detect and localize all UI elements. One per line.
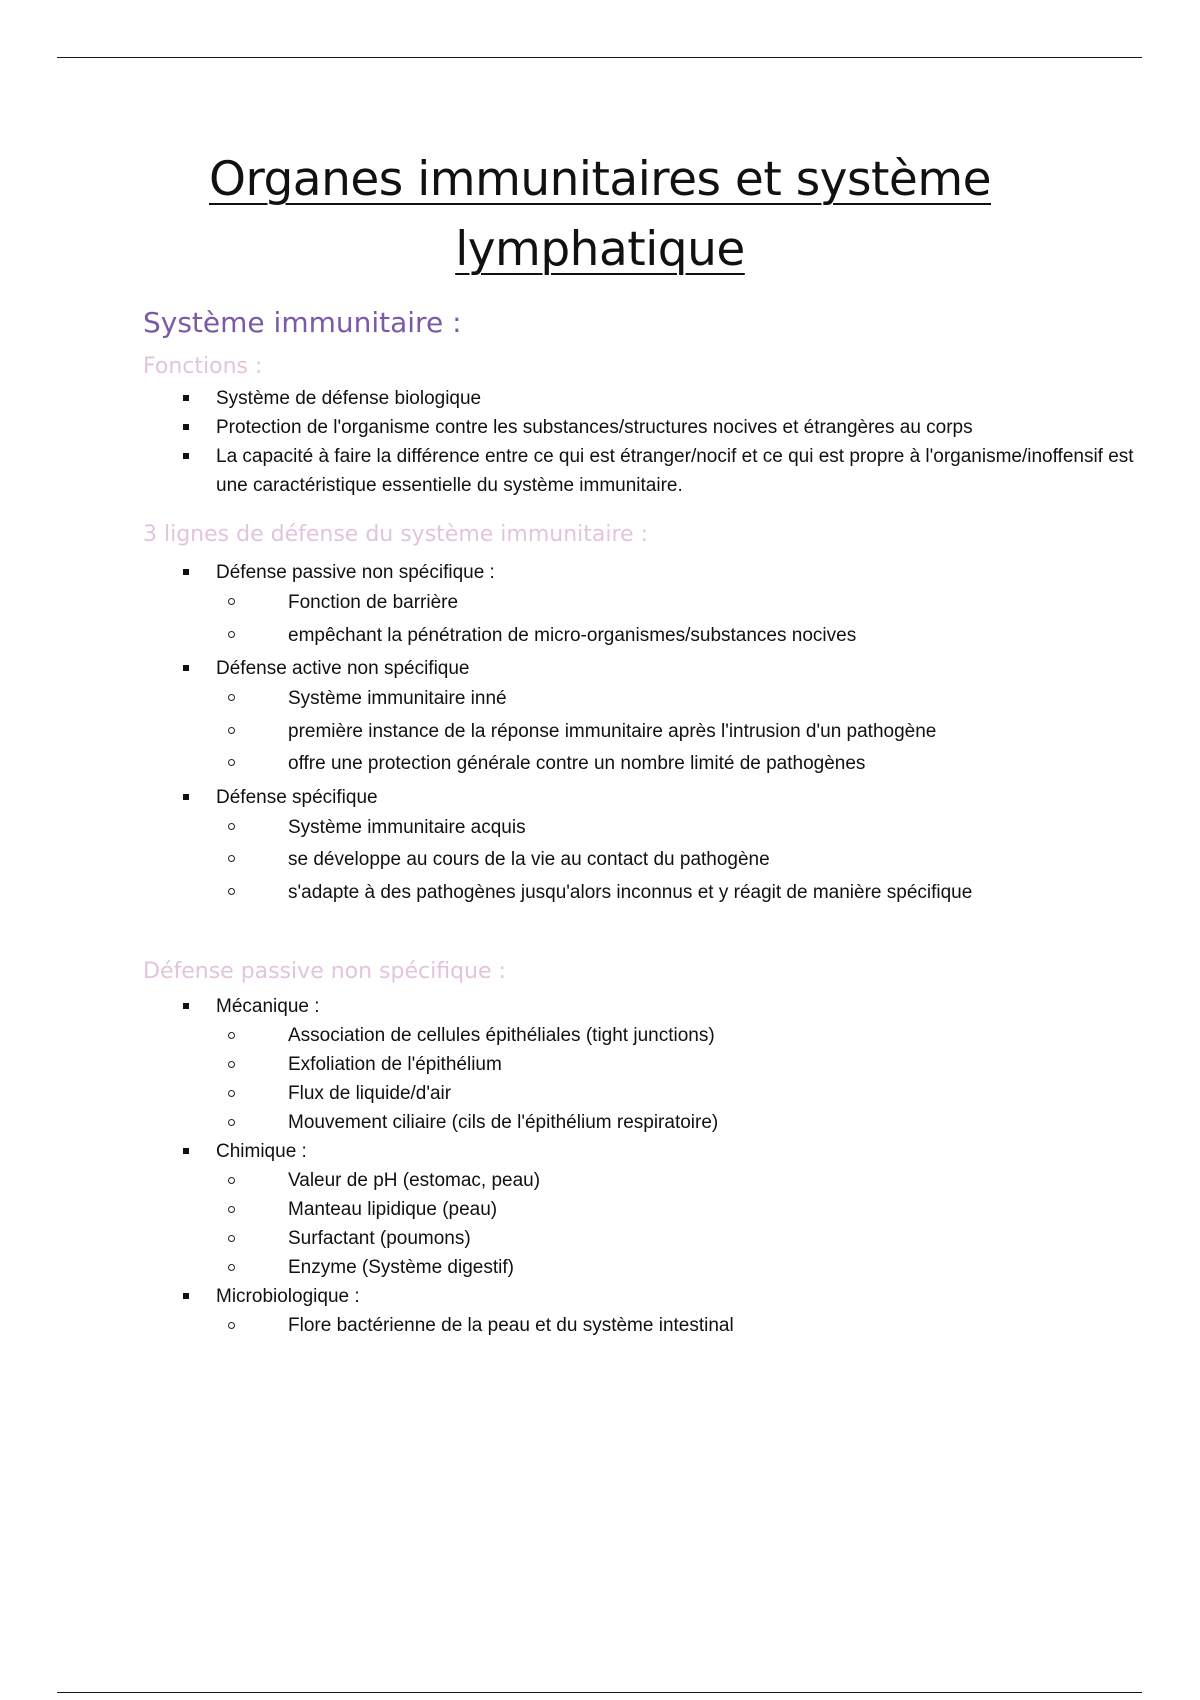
section-heading: Système immunitaire :	[143, 306, 462, 339]
square-bullet-icon	[183, 794, 189, 800]
sub-list-item: Exfoliation de l'épithélium	[216, 1050, 1140, 1079]
circle-bullet-icon	[228, 823, 235, 830]
circle-bullet-icon	[228, 598, 235, 605]
circle-bullet-icon	[228, 694, 235, 701]
square-bullet-icon	[183, 665, 189, 671]
page-title	[0, 145, 1200, 285]
bottom-rule	[57, 1692, 1142, 1693]
fonctions-heading: Fonctions :	[143, 354, 263, 379]
list-item: Microbiologique : Flore bactérienne de la peau et du système intestinal	[180, 1282, 1140, 1340]
fonctions-list	[180, 384, 1140, 500]
list-item: Défense active non spécifique Système immunitaire inné première instance de la réponse immunitaire après l'intrusion d'un pathogène offre une protection générale contre un nombre limité de pathogènes	[180, 654, 1140, 781]
circle-bullet-icon	[228, 1032, 235, 1039]
list-item: La capacité à faire la différence entre ce qui est étranger/nocif et ce qui est propre à l'organisme/inoffensif est une caractéristique essentielle du système immunitaire.	[180, 442, 1140, 500]
circle-bullet-icon	[228, 1206, 235, 1213]
sub-list	[216, 1166, 1140, 1282]
circle-bullet-icon	[228, 1090, 235, 1097]
sub-list	[216, 1311, 1140, 1340]
passive-heading: Défense passive non spécifique :	[143, 959, 506, 984]
square-bullet-icon	[183, 453, 189, 459]
circle-bullet-icon	[228, 759, 235, 766]
circle-bullet-icon	[228, 631, 235, 638]
list-item: Protection de l'organisme contre les substances/structures nocives et étrangères au corps	[180, 413, 1140, 442]
circle-bullet-icon	[228, 888, 235, 895]
sub-list-item: Fonction de barrière	[216, 587, 1140, 620]
circle-bullet-icon	[228, 1119, 235, 1126]
sub-list-item: offre une protection générale contre un nombre limité de pathogènes	[216, 748, 1140, 781]
sub-list-item: Système immunitaire acquis	[216, 812, 1140, 845]
list-item: Défense spécifique Système immunitaire acquis se développe au cours de la vie au contact du pathogène s'adapte à des pathogènes jusqu'alors inconnus et y réagit de manière spécifique	[180, 783, 1140, 910]
sub-list-item: première instance de la réponse immunitaire après l'intrusion d'un pathogène	[216, 716, 1140, 749]
circle-bullet-icon	[228, 1061, 235, 1068]
list-item: Système de défense biologique	[180, 384, 1140, 413]
square-bullet-icon	[183, 1003, 189, 1009]
sub-list	[216, 587, 1140, 652]
top-rule	[57, 57, 1142, 58]
square-bullet-icon	[183, 1293, 189, 1299]
title-line-2: lymphatique	[455, 222, 745, 277]
square-bullet-icon	[183, 395, 189, 401]
circle-bullet-icon	[228, 1235, 235, 1242]
sub-list-item: empêchant la pénétration de micro-organismes/substances nocives	[216, 620, 1140, 653]
passive-list	[180, 992, 1140, 1340]
sub-list	[216, 812, 1140, 910]
sub-list-item: Surfactant (poumons)	[216, 1224, 1140, 1253]
circle-bullet-icon	[228, 1177, 235, 1184]
circle-bullet-icon	[228, 727, 235, 734]
square-bullet-icon	[183, 569, 189, 575]
lignes-list	[180, 558, 1140, 911]
sub-list-item: Flore bactérienne de la peau et du système intestinal	[216, 1311, 1140, 1340]
list-item: Mécanique : Association de cellules épithéliales (tight junctions) Exfoliation de l'épithélium Flux de liquide/d'air Mouvement ciliaire (cils de l'épithélium respiratoire)	[180, 992, 1140, 1137]
sub-list-item: Valeur de pH (estomac, peau)	[216, 1166, 1140, 1195]
circle-bullet-icon	[228, 855, 235, 862]
sub-list-item: Flux de liquide/d'air	[216, 1079, 1140, 1108]
lignes-heading: 3 lignes de défense du système immunitaire :	[143, 522, 648, 547]
sub-list-item: s'adapte à des pathogènes jusqu'alors inconnus et y réagit de manière spécifique	[216, 877, 1140, 910]
circle-bullet-icon	[228, 1322, 235, 1329]
sub-list-item: Enzyme (Système digestif)	[216, 1253, 1140, 1282]
list-item: Défense passive non spécifique : Fonction de barrière empêchant la pénétration de micro-organismes/substances nocives	[180, 558, 1140, 652]
sub-list	[216, 1021, 1140, 1137]
square-bullet-icon	[183, 1148, 189, 1154]
sub-list-item: Manteau lipidique (peau)	[216, 1195, 1140, 1224]
title-line-1: Organes immunitaires et système	[208, 152, 992, 207]
sub-list-item: Association de cellules épithéliales (tight junctions)	[216, 1021, 1140, 1050]
sub-list-item: Mouvement ciliaire (cils de l'épithélium respiratoire)	[216, 1108, 1140, 1137]
circle-bullet-icon	[228, 1264, 235, 1271]
sub-list-item: Système immunitaire inné	[216, 683, 1140, 716]
square-bullet-icon	[183, 424, 189, 430]
list-item: Chimique : Valeur de pH (estomac, peau) Manteau lipidique (peau) Surfactant (poumons) Enzyme (Système digestif)	[180, 1137, 1140, 1282]
sub-list-item: se développe au cours de la vie au contact du pathogène	[216, 844, 1140, 877]
sub-list	[216, 683, 1140, 781]
